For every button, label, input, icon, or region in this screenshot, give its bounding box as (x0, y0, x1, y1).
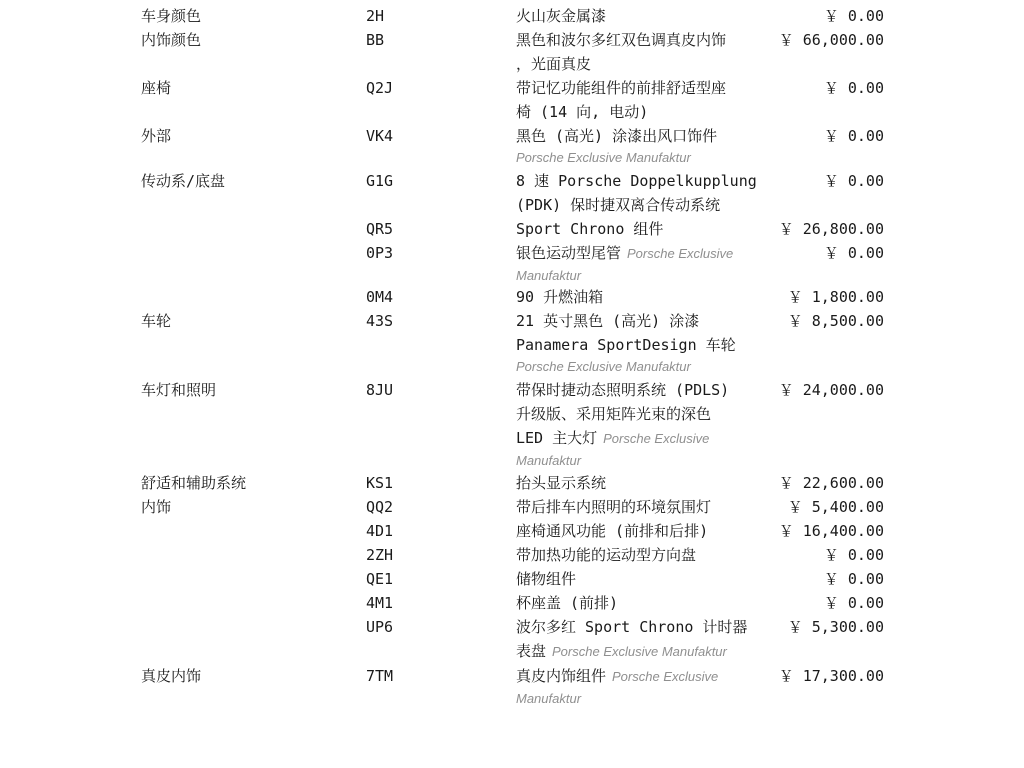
description-line: Panamera SportDesign 车轮 (516, 336, 736, 354)
option-category: 车轮 (141, 312, 172, 330)
option-description (516, 309, 766, 377)
option-price: ￥ 1,800.00 (787, 288, 884, 306)
option-price: ￥ 8,500.00 (787, 312, 884, 330)
option-description (516, 664, 766, 709)
manufaktur-tag: Porsche Exclusive Manufaktur (552, 644, 727, 659)
option-price: ￥ 16,400.00 (778, 522, 884, 540)
option-description (516, 567, 766, 591)
description-line: 杯座盖 (前排) (516, 594, 619, 612)
description-line: 21 英寸黑色 (高光) 涂漆 (516, 312, 700, 330)
description-line: 黑色和波尔多红双色调真皮内饰 (516, 31, 727, 49)
option-description (516, 169, 766, 217)
option-category: 舒适和辅助系统 (141, 474, 247, 492)
option-price: ￥ 0.00 (823, 7, 884, 25)
option-category: 车身颜色 (141, 7, 202, 25)
option-code: 2ZH (366, 546, 394, 564)
description-text: 银色运动型尾管 (516, 244, 622, 262)
option-price: ￥ 66,000.00 (778, 31, 884, 49)
manufaktur-tag: Manufaktur (516, 691, 582, 706)
description-line: 升级版、采用矩阵光束的深色 (516, 405, 712, 423)
manufaktur-tag: Porsche Exclusive (612, 669, 719, 684)
option-code: BB (366, 31, 385, 49)
option-description (516, 378, 766, 471)
option-code: 0M4 (366, 288, 394, 306)
option-description (516, 4, 766, 28)
description-line (516, 426, 766, 451)
description-line: (PDK) 保时捷双离合传动系统 (516, 196, 721, 214)
description-line: 抬头显示系统 (516, 474, 607, 492)
manufaktur-tag: Porsche Exclusive (627, 246, 734, 261)
manufaktur-tag: Porsche Exclusive Manufaktur (516, 359, 691, 374)
option-description (516, 241, 766, 286)
option-category: 车灯和照明 (141, 381, 217, 399)
option-price: ￥ 0.00 (823, 594, 884, 612)
option-description (516, 615, 766, 664)
description-line (516, 241, 766, 266)
option-code: QE1 (366, 570, 394, 588)
option-price: ￥ 5,300.00 (787, 618, 884, 636)
option-code: G1G (366, 172, 394, 190)
option-category: 真皮内饰 (141, 667, 202, 685)
description-text: LED 主大灯 (516, 429, 598, 447)
option-price: ￥ 22,600.00 (778, 474, 884, 492)
option-price: ￥ 0.00 (823, 570, 884, 588)
option-code: VK4 (366, 127, 394, 145)
option-description (516, 519, 766, 543)
manufaktur-tag: Porsche Exclusive (603, 431, 710, 446)
option-category: 内饰颜色 (141, 31, 202, 49)
description-line: 波尔多红 Sport Chrono 计时器 (516, 618, 748, 636)
description-line (516, 639, 766, 664)
description-line: 90 升燃油箱 (516, 288, 604, 306)
description-line: 座椅通风功能 (前排和后排) (516, 522, 709, 540)
option-price: ￥ 0.00 (823, 127, 884, 145)
option-code: 4M1 (366, 594, 394, 612)
option-category: 座椅 (141, 79, 172, 97)
option-code: Q2J (366, 79, 394, 97)
option-code: 43S (366, 312, 394, 330)
option-code: 2H (366, 7, 385, 25)
option-price: ￥ 5,400.00 (787, 498, 884, 516)
option-code: 4D1 (366, 522, 394, 540)
option-description (516, 543, 766, 567)
option-description (516, 285, 766, 309)
option-category: 内饰 (141, 498, 172, 516)
description-line (516, 664, 766, 689)
option-code: UP6 (366, 618, 394, 636)
option-code: 7TM (366, 667, 394, 685)
option-description (516, 591, 766, 615)
option-price: ￥ 0.00 (823, 172, 884, 190)
option-price: ￥ 0.00 (823, 244, 884, 262)
description-line: 储物组件 (516, 570, 577, 588)
option-description (516, 76, 766, 124)
option-code: KS1 (366, 474, 394, 492)
description-line: 黑色 (高光) 涂漆出风口饰件 (516, 127, 718, 145)
option-category: 传动系/底盘 (141, 172, 226, 190)
option-description (516, 124, 766, 168)
option-price: ￥ 17,300.00 (778, 667, 884, 685)
option-description (516, 495, 766, 519)
description-line: 带后排车内照明的环境氛围灯 (516, 498, 712, 516)
description-line: 带记忆功能组件的前排舒适型座 (516, 79, 727, 97)
description-line: 带加热功能的运动型方向盘 (516, 546, 697, 564)
option-code: QR5 (366, 220, 394, 238)
manufaktur-tag: Manufaktur (516, 268, 582, 283)
option-code: QQ2 (366, 498, 394, 516)
description-line: Sport Chrono 组件 (516, 220, 664, 238)
option-price: ￥ 26,800.00 (778, 220, 884, 238)
option-description (516, 471, 766, 495)
description-line: 火山灰金属漆 (516, 7, 607, 25)
option-description (516, 28, 766, 76)
option-price: ￥ 0.00 (823, 546, 884, 564)
description-line: 8 速 Porsche Doppelkupplung (516, 172, 757, 190)
option-description (516, 217, 766, 241)
option-price: ￥ 0.00 (823, 79, 884, 97)
description-text: 真皮内饰组件 (516, 667, 607, 685)
option-code: 0P3 (366, 244, 394, 262)
option-category: 外部 (141, 127, 172, 145)
description-line: 带保时捷动态照明系统 (PDLS) (516, 381, 730, 399)
manufaktur-tag: Porsche Exclusive Manufaktur (516, 150, 691, 165)
manufaktur-tag: Manufaktur (516, 453, 582, 468)
description-text: 表盘 (516, 642, 547, 660)
option-price: ￥ 24,000.00 (778, 381, 884, 399)
option-code: 8JU (366, 381, 394, 399)
description-line: 椅 (14 向, 电动) (516, 103, 649, 121)
description-line: ，光面真皮 (516, 55, 592, 73)
